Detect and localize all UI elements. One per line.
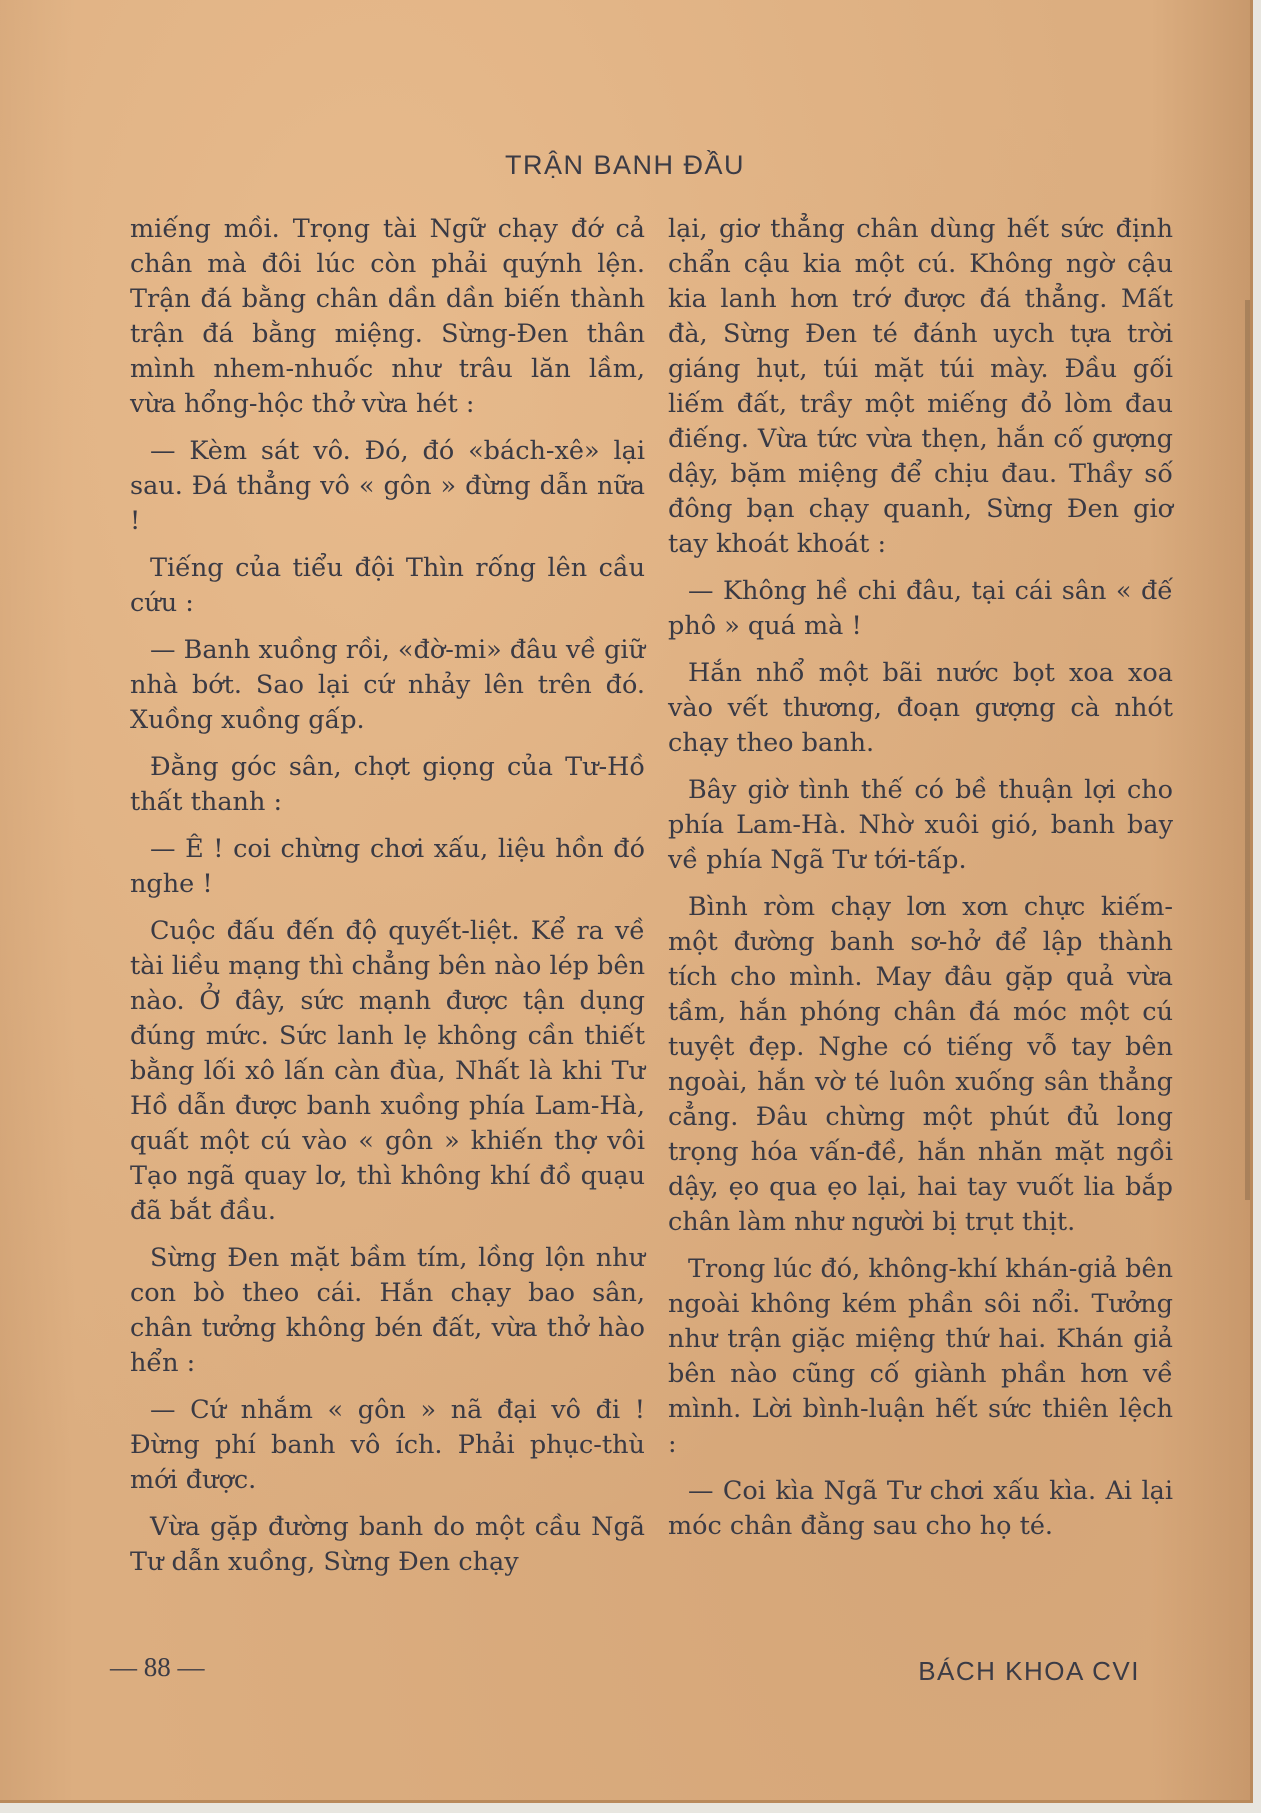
- right-column: [668, 212, 1173, 1556]
- paragraph: — Không hề chi đâu, tại cái sân « đế phô » quá mà !: [668, 576, 1173, 641]
- paragraph: Tiếng của tiểu đội Thìn rống lên cầu cứu :: [130, 553, 645, 618]
- paper-edge-wear: [1245, 300, 1250, 1200]
- paragraph: Sừng Đen mặt bầm tím, lồng lộn như con bò theo cái. Hắn chạy bao sân, chân tưởng không bén đất, vừa thở hào hển :: [130, 1243, 645, 1378]
- paragraph: — Cứ nhắm « gôn » nã đại vô đi ! Đừng phí banh vô ích. Phải phục-thù mới được.: [130, 1395, 645, 1495]
- left-column: [130, 212, 645, 1592]
- paragraph: lại, giơ thẳng chân dùng hết sức định chẩn cậu kia một cú. Không ngờ cậu kia lanh hơn trớ được đá thẳng. Mất đà, Sừng Đen té đánh uych tựa trời giáng hụt, túi mặt túi mày. Đầu gối liếm đất, trầy một miếng đỏ lòm đau điếng. Vừa tức vừa thẹn, hắn cố gượng dậy, bặm miệng để chịu đau. Thầy số đông bạn chạy quanh, Sừng Đen giơ tay khoát khoát :: [668, 214, 1173, 559]
- paragraph: — Kèm sát vô. Đó, đó «bách-xê» lại sau. Đá thẳng vô « gôn » đừng dẫn nữa !: [130, 436, 645, 536]
- paragraph: Hắn nhổ một bãi nước bọt xoa xoa vào vết thương, đoạn gượng cà nhót chạy theo banh.: [668, 658, 1173, 758]
- paragraph: — Coi kìa Ngã Tư chơi xấu kìa. Ai lại móc chân đằng sau cho họ té.: [668, 1476, 1173, 1541]
- publication-title: BÁCH KHOA CVI: [918, 1656, 1140, 1686]
- paragraph: — Ê ! coi chừng chơi xấu, liệu hồn đó nghe !: [130, 834, 645, 899]
- paragraph: miếng mồi. Trọng tài Ngữ chạy đớ cả chân mà đôi lúc còn phải quýnh lện. Trận đá bằng chân dần dần biến thành trận đá bằng miệng. Sừng-Đen thân mình nhem-nhuốc như trâu lăn lầm, vừa hổng-hộc thở vừa hét :: [130, 214, 645, 419]
- paragraph: Cuộc đấu đến độ quyết-liệt. Kể ra về tài liều mạng thì chẳng bên nào lép bên nào. Ở đây, sức mạnh được tận dụng đúng mức. Sức lanh lẹ không cần thiết bằng lối xô lấn càn đùa, Nhất là khi Tư Hồ dẫn được banh xuồng phía Lam-Hà, quất một cú vào « gôn » khiến thợ vôi Tạo ngã quay lơ, thì không khí đồ quạu đã bắt đầu.: [130, 916, 645, 1226]
- paragraph: Vừa gặp đường banh do một cầu Ngã Tư dẫn xuồng, Sừng Đen chạy: [130, 1512, 645, 1577]
- paragraph: Trong lúc đó, không-khí khán-giả bên ngoài không kém phần sôi nổi. Tưởng như trận giặc miệng thứ hai. Khán giả bên nào cũng cố giành phần hơn về mình. Lời bình-luận hết sức thiên lệch :: [668, 1254, 1173, 1459]
- paragraph: Bình ròm chạy lơn xơn chực kiếm-một đường banh sơ-hở để lập thành tích cho mình. May đâu gặp quả vừa tầm, hắn phóng chân đá móc một cú tuyệt đẹp. Nghe có tiếng vỗ tay bên ngoài, hắn vờ té luôn xuống sân thẳng cẳng. Đâu chừng một phút đủ long trọng hóa vấn-đề, hắn nhăn mặt ngồi dậy, ẹo qua ẹo lại, hai tay vuốt lia bắp chân làm như người bị trụt thịt.: [668, 892, 1173, 1237]
- paragraph: — Banh xuồng rồi, «đờ-mi» đâu về giữ nhà bớt. Sao lại cứ nhảy lên trên đó. Xuồng xuồng gấp.: [130, 635, 646, 735]
- running-header: TRẬN BANH ĐẦU: [504, 150, 746, 180]
- paragraph: Bây giờ tình thế có bề thuận lợi cho phía Lam-Hà. Nhờ xuôi gió, banh bay về phía Ngã Tư tới-tấp.: [668, 775, 1173, 875]
- paragraph: Đằng góc sân, chợt giọng của Tư-Hồ thất thanh :: [130, 752, 645, 817]
- page-number: — 88 —: [110, 1652, 205, 1682]
